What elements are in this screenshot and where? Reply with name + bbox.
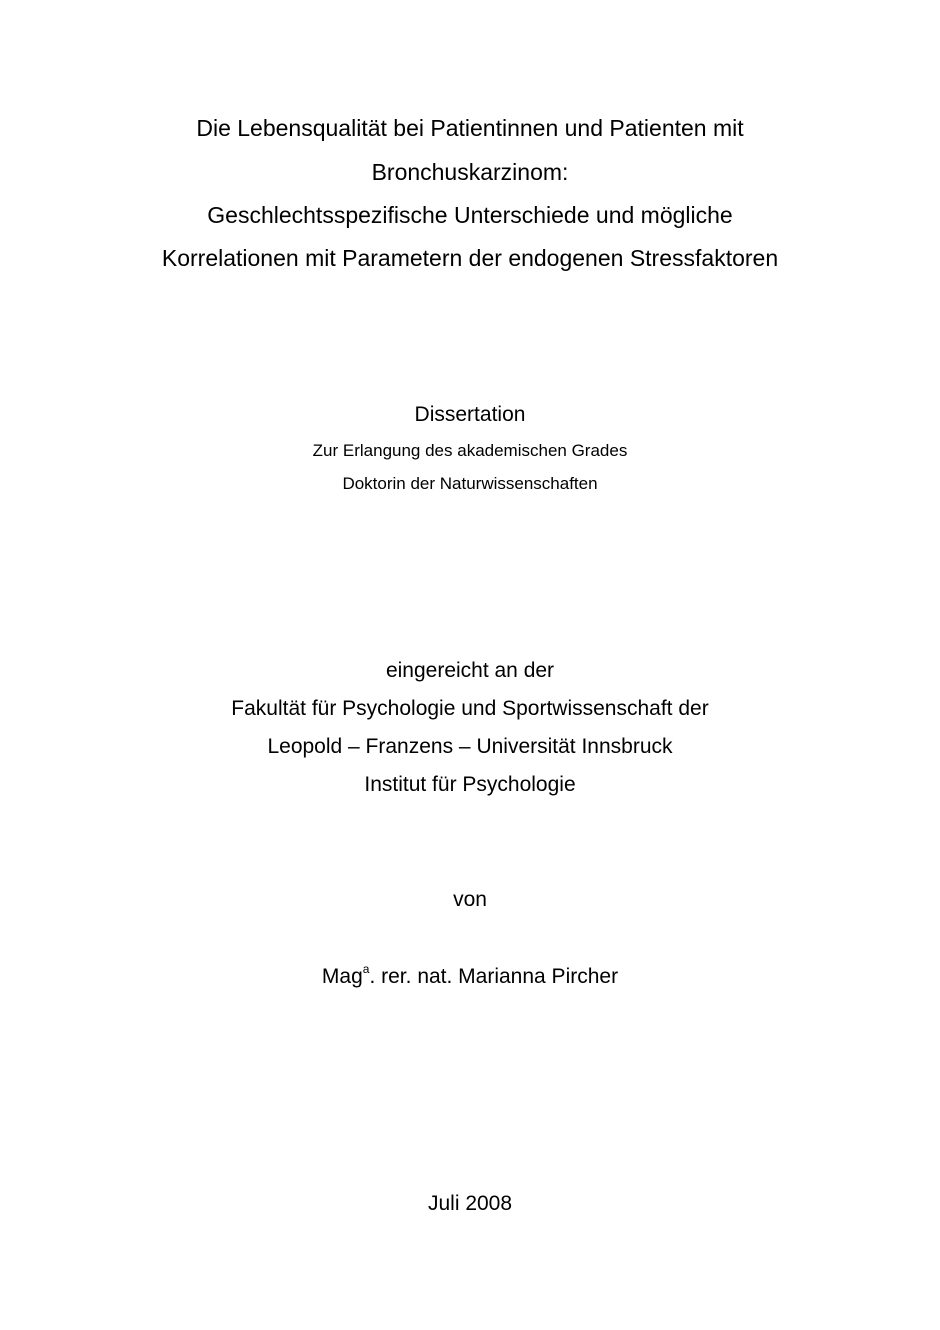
title-line-4: Korrelationen mit Parametern der endogenen Stressfaktoren <box>161 245 779 271</box>
author-title-prefix: Mag <box>321 965 363 988</box>
document-type: Dissertation <box>414 403 526 426</box>
university-name: Leopold – Franzens – Universität Innsbruck <box>267 735 673 758</box>
faculty-name: Fakultät für Psychologie und Sportwissenschaft der <box>231 697 709 720</box>
author-name <box>0 962 940 988</box>
by-label: von <box>453 888 487 911</box>
author-name-rest: . rer. nat. Marianna Pircher <box>369 965 619 988</box>
submission-date: Juli 2008 <box>427 1192 513 1215</box>
title-line-1: Die Lebensqualität bei Patientinnen und Patienten mit <box>196 115 744 141</box>
degree-purpose: Zur Erlangung des akademischen Grades <box>312 441 628 460</box>
submission-intro: eingereicht an der <box>385 659 555 682</box>
author-title-superscript: a <box>362 962 370 976</box>
title-line-2: Bronchuskarzinom: <box>371 159 569 185</box>
institute-name: Institut für Psychologie <box>364 773 576 796</box>
degree-name: Doktorin der Naturwissenschaften <box>342 474 598 493</box>
title-line-3: Geschlechtsspezifische Unterschiede und mögliche <box>207 202 733 228</box>
